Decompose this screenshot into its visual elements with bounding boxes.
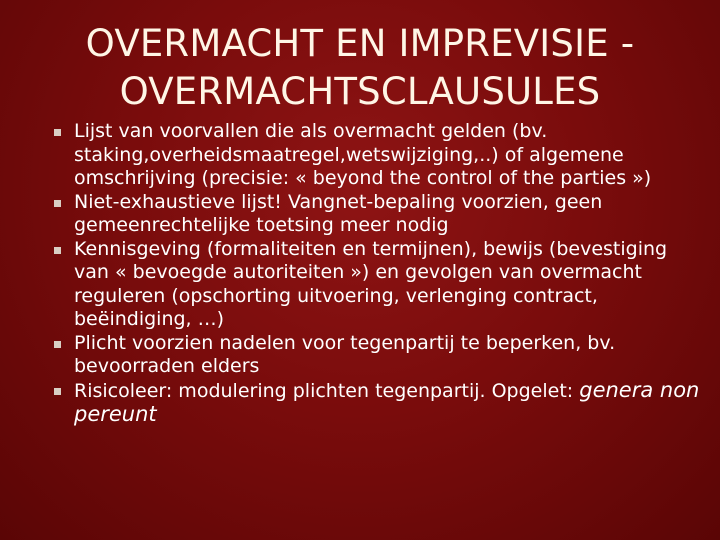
bullet-item bbox=[54, 238, 704, 332]
slide-title bbox=[40, 20, 680, 116]
bullet-text: Risicoleer: modulering plichten tegenpartij. Opgelet: bbox=[74, 379, 580, 402]
square-bullet-icon bbox=[54, 129, 61, 136]
square-bullet-icon bbox=[54, 341, 61, 348]
square-bullet-icon bbox=[54, 200, 61, 207]
bullet-text: Kennisgeving (formaliteiten en termijnen), bewijs (bevestiging van « bevoegde autoriteiten ») en gevolgen van overmacht reguleren (opschorting uitvoering, verlenging contract, beëindiging, …) bbox=[74, 237, 668, 330]
bullet-item bbox=[54, 120, 704, 191]
bullet-item bbox=[54, 332, 704, 379]
bullet-text: Niet-exhaustieve lijst! Vangnet-bepaling voorzien, geen gemeenrechtelijke toetsing meer nodig bbox=[74, 190, 603, 236]
bullet-text: Lijst van voorvallen die als overmacht gelden (bv. staking,overheidsmaatregel,wetswijziging,..) of algemene omschrijving (precisie: « beyond the control of the parties ») bbox=[74, 120, 652, 189]
square-bullet-icon bbox=[54, 388, 61, 395]
bullet-text: Plicht voorzien nadelen voor tegenpartij te beperken, bv. bevoorraden elders bbox=[74, 331, 616, 377]
bullet-item bbox=[54, 379, 704, 428]
square-bullet-icon bbox=[54, 247, 61, 254]
bullet-item bbox=[54, 191, 704, 238]
slide-title-line-1: OVERMACHT EN IMPREVISIE - bbox=[85, 22, 635, 65]
latin-emphasis: genera non pereunt bbox=[74, 377, 700, 426]
slide-title-line-2: OVERMACHTSCLAUSULES bbox=[119, 70, 601, 113]
bullet-list bbox=[54, 120, 704, 428]
